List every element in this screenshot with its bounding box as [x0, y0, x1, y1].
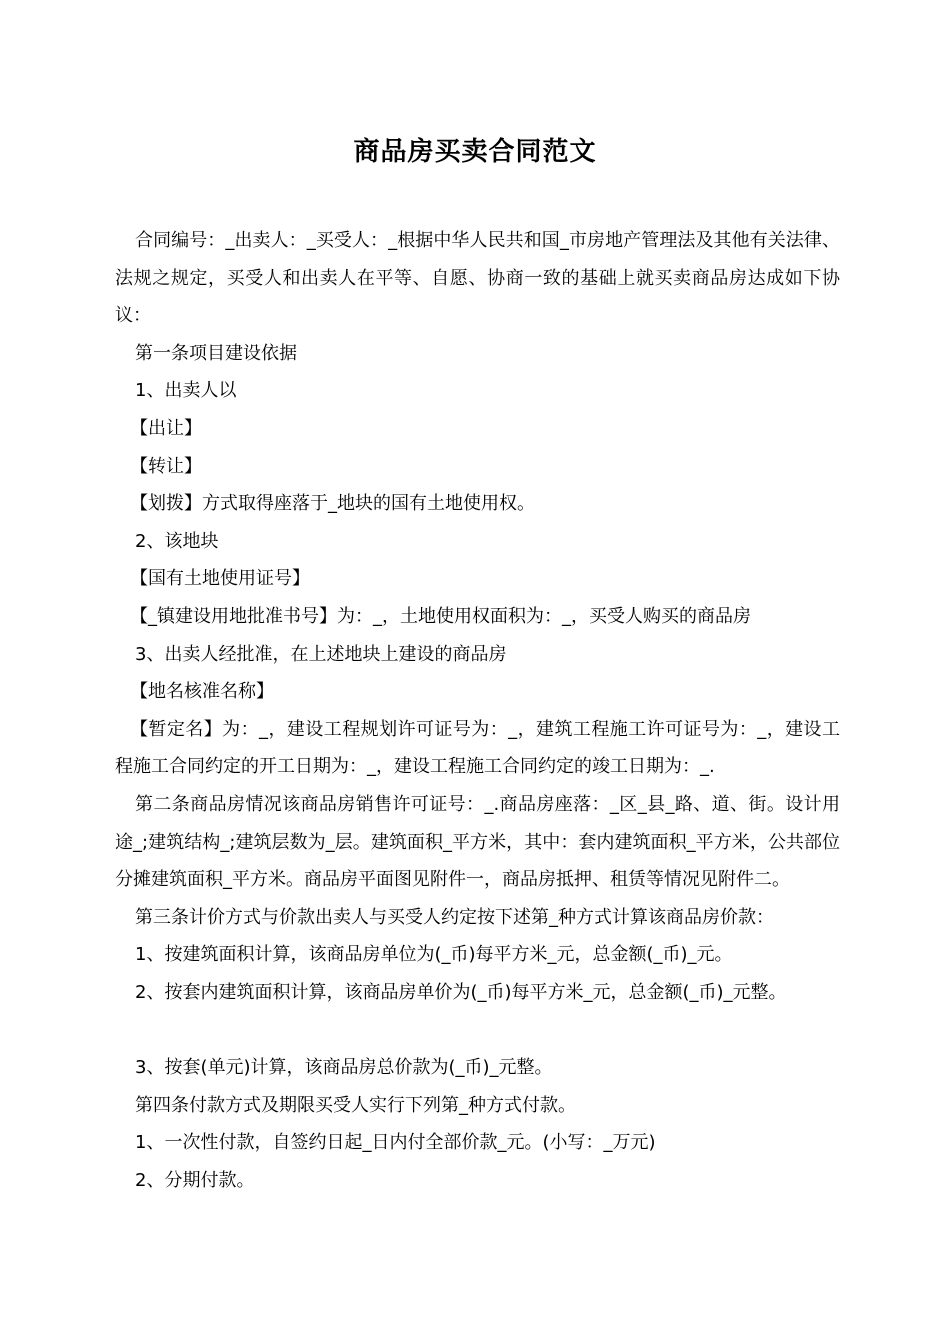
paragraph-bracket-option: 【出让】: [130, 417, 202, 439]
paragraph-article-4: 第四条付款方式及期限买受人实行下列第_种方式付款。: [135, 1094, 576, 1116]
paragraph-bracket-option: 【转让】: [130, 455, 202, 477]
paragraph-item: 2、按套内建筑面积计算，该商品房单价为(_币)每平方米_元，总金额(_币)_元整。: [135, 981, 787, 1003]
paragraph-item: 1、出卖人以: [135, 380, 237, 402]
document-title: 商品房买卖合同范文: [353, 137, 597, 167]
paragraph-bracket-option: 【地名核准名称】: [130, 681, 274, 703]
paragraph-bracket-option: 【划拨】方式取得座落于_地块的国有土地使用权。: [130, 493, 535, 515]
paragraph-item: 3、出卖人经批准，在上述地块上建设的商品房: [135, 643, 507, 665]
paragraph-article-1-heading: 第一条项目建设依据: [135, 342, 297, 364]
paragraph-item: 1、按建筑面积计算，该商品房单位为(_币)每平方米_元，总金额(_币)_元。: [135, 944, 733, 966]
paragraph-item: 2、分期付款。: [135, 1169, 255, 1191]
paragraph-bracket-option: 【暂定名】为：_，建设工程规划许可证号为：_，建筑工程施工许可证号为：_，建设工程施工合同约定的开工日期为：_，建设工程施工合同约定的竣工日期为：_.: [115, 718, 840, 778]
blank-line: [115, 1011, 840, 1049]
paragraph-bracket-option: 【国有土地使用证号】: [130, 568, 310, 590]
paragraph-item: 3、按套(单元)计算，该商品房总价款为(_币)_元整。: [135, 1057, 553, 1079]
paragraph-item: 2、该地块: [135, 530, 219, 552]
document-body: [115, 222, 840, 1199]
paragraph-bracket-option: 【_镇建设用地批准书号】为：_，土地使用权面积为：_，买受人购买的商品房: [130, 605, 751, 627]
paragraph-item: 1、一次性付款，自签约日起_日内付全部价款_元。(小写：_万元): [135, 1132, 656, 1154]
paragraph-contract-intro: 合同编号：_出卖人：_买受人：_根据中华人民共和国_市房地产管理法及其他有关法律、法规之规定，买受人和出卖人在平等、自愿、协商一致的基础上就买卖商品房达成如下协议：: [115, 230, 840, 327]
paragraph-article-3: 第三条计价方式与价款出卖人与买受人约定按下述第_种方式计算该商品房价款：: [135, 906, 774, 928]
paragraph-article-2: 第二条商品房情况该商品房销售许可证号：_.商品房座落：_区_县_路、道、街。设计用途_;建筑结构_;建筑层数为_层。建筑面积_平方米，其中：套内建筑面积_平方米，公共部位分摊建筑面积_平方米。商品房平面图见附件一，商品房抵押、租赁等情况见附件二。: [115, 793, 840, 891]
